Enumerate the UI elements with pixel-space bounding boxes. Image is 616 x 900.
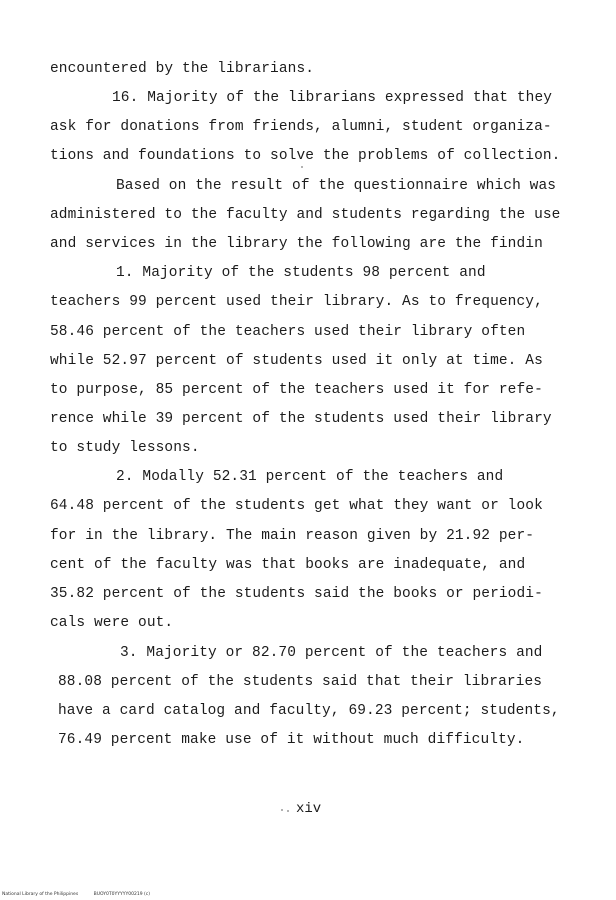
text-line: have a card catalog and faculty, 69.23 percent; students, [58,703,560,719]
text-line: administered to the faculty and students regarding the use [50,207,561,223]
text-line: 16. Majority of the librarians expressed that they [112,90,553,106]
footer-institution: National Library of the Philippines [2,892,79,897]
scan-speck [287,810,289,812]
text-line: 88.08 percent of the students said that their libraries [58,674,543,690]
text-line: 35.82 percent of the students said the books or periodi- [50,586,543,602]
text-line: teachers 99 percent used their library. As to frequency, [50,294,543,310]
text-line: to study lessons. [50,440,200,456]
text-line: 1. Majority of the students 98 percent and [116,265,486,281]
footer-reference: BUOY0T0YYYYY00219 (c) [93,892,151,897]
text-line: ask for donations from friends, alumni, student organiza- [50,119,552,135]
text-line: to purpose, 85 percent of the teachers used it for refe- [50,382,543,398]
text-line: encountered by the librarians. [50,61,315,77]
text-line: and services in the library the following are the findin [50,236,543,252]
text-line: 2. Modally 52.31 percent of the teachers and [116,469,504,485]
text-line: Based on the result of the questionnaire which was [116,178,557,194]
text-line: 58.46 percent of the teachers used their library often [50,324,526,340]
scan-speck [281,809,283,811]
page-number: xiv [296,801,322,817]
text-line: 76.49 percent make use of it without much difficulty. [58,732,525,748]
text-line: for in the library. The main reason given by 21.92 per- [50,528,535,544]
text-line: cent of the faculty was that books are inadequate, and [50,557,526,573]
text-line: tions and foundations to solve the problems of collection. [50,148,561,164]
text-line: while 52.97 percent of students used it only at time. As [50,353,543,369]
text-line: 64.48 percent of the students get what they want or look [50,498,543,514]
text-line: 3. Majority or 82.70 percent of the teachers and [120,645,543,661]
text-line: cals were out. [50,615,174,631]
scan-footer [2,892,150,898]
scan-speck [301,166,303,168]
text-line: rence while 39 percent of the students used their library [50,411,552,427]
